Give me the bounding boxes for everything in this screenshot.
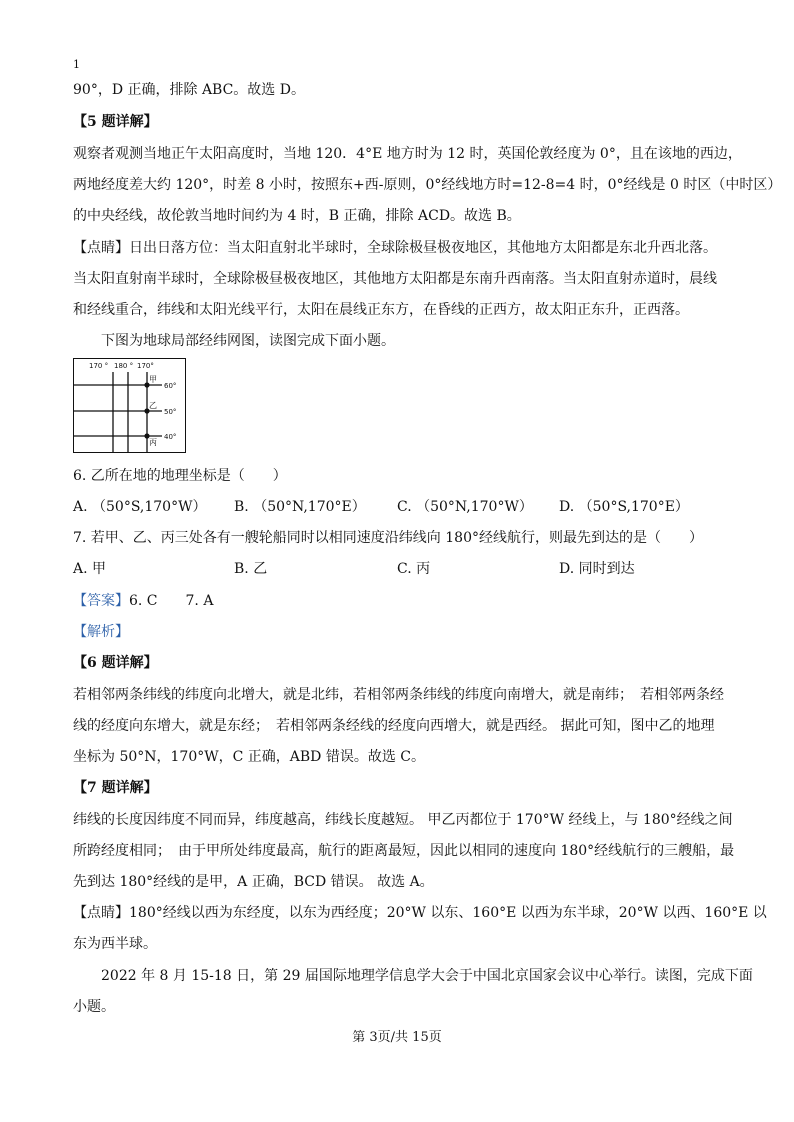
q6-option-a: A. （50°S,170°W） <box>73 499 207 515</box>
point-label-jia: 甲 <box>149 375 157 384</box>
text-line: 2022 年 8 月 15-18 日，第 29 届国际地理学信息学大会于中国北京国家会议中心举行。读图，完成下面 <box>101 968 753 984</box>
text-line: 和经线重合，纬线和太阳光线平行，太阳在晨线正东方，在昏线的正西方，故太阳正东升，正西落。 <box>73 302 689 318</box>
text-line: 所跨经度相同； 由于甲所处纬度最高，航行的距离最短，因此以相同的速度向 180°经线航行的三艘船，最 <box>73 843 735 859</box>
text-line: 的中央经线，故伦敦当地时间约为 4 时，B 正确，排除 ACD。故选 B。 <box>73 208 521 224</box>
question-7: 7. 若甲、乙、丙三处各有一艘轮船同时以相同速度沿纬线向 180°经线航行，则最先到达的是（ ） <box>73 530 703 546</box>
text-line: 坐标为 50°N，170°W，C 正确，ABD 错误。故选 C。 <box>73 749 426 765</box>
lat-label: 40° <box>164 433 177 441</box>
page-footer: 第 3页/共 15页 <box>352 1030 442 1045</box>
text-line: 若相邻两条纬线的纬度向北增大，就是北纬，若相邻两条纬线的纬度向南增大，就是南纬； 若相邻两条经 <box>73 687 724 703</box>
text-line: 观察者观测当地正午太阳高度时，当地 120．4°E 地方时为 12 时，英国伦敦经度为 0°，且在该地的西边， <box>73 146 742 162</box>
analysis-label: 【解析】 <box>73 624 129 640</box>
question-6: 6. 乙所在地的地理坐标是（ ） <box>73 468 287 484</box>
page-marker: 1 <box>73 58 80 71</box>
q7-option-b: B. 乙 <box>234 561 268 577</box>
text-line: 线的经度向东增大，就是东经； 若相邻两条经线的经度向西增大，就是西经。 据此可知，图中乙的地理 <box>73 718 715 734</box>
text-line: 【点睛】日出日落方位：当太阳直射北半球时，全球除极昼极夜地区，其他地方太阳都是东北升西北落。 <box>73 240 717 256</box>
graticule-figure <box>73 358 186 453</box>
section-heading-6: 【6 题详解】 <box>73 655 158 671</box>
text-line: 纬线的长度因纬度不同而异，纬度越高，纬线长度越短。 甲乙丙都位于 170°W 经线上，与 180°经线之间 <box>73 812 733 828</box>
text-line: 【点睛】180°经线以西为东经度，以东为西经度；20°W 以东、160°E 以西为东半球，20°W 以西、160°E 以 <box>73 905 767 921</box>
section-heading-7: 【7 题详解】 <box>73 780 158 796</box>
lon-label: 170 ° <box>89 362 109 370</box>
point-label-bing: 丙 <box>149 438 157 447</box>
text-line: 小题。 <box>73 999 115 1015</box>
answer-value: 6. C 7. A <box>129 593 214 609</box>
text-line: 下图为地球局部经纬网图，读图完成下面小题。 <box>101 333 395 349</box>
text-line: 先到达 180°经线的是甲，A 正确，BCD 错误。 故选 A。 <box>73 874 434 890</box>
lon-label: 180 ° <box>114 362 134 370</box>
text-line: 当太阳直射南半球时，全球除极昼极夜地区，其他地方太阳都是东南升西南落。当太阳直射赤道时，晨线 <box>73 271 717 287</box>
answer-line <box>73 591 213 611</box>
q6-option-b: B. （50°N,170°E） <box>234 499 366 515</box>
answer-label: 【答案】 <box>73 593 129 609</box>
section-heading-5: 【5 题详解】 <box>73 114 158 130</box>
lon-label: 170° <box>137 362 154 370</box>
lat-label: 60° <box>164 382 177 390</box>
lat-label: 50° <box>164 408 177 416</box>
q6-option-c: C. （50°N,170°W） <box>397 499 533 515</box>
q7-option-a: A. 甲 <box>73 561 107 577</box>
text-line: 东为西半球。 <box>73 936 157 952</box>
q7-option-d: D. 同时到达 <box>559 561 635 577</box>
q7-option-c: C. 丙 <box>397 561 431 577</box>
text-line: 90°，D 正确，排除 ABC。故选 D。 <box>73 82 305 98</box>
graticule-map <box>73 358 186 453</box>
text-line: 两地经度差大约 120°，时差 8 小时，按照东+西-原则，0°经线地方时=12-8=4 时，0°经线是 0 时区（中时区） <box>73 177 782 193</box>
q6-option-d: D. （50°S,170°E） <box>559 499 689 515</box>
point-label-yi: 乙 <box>149 401 157 410</box>
